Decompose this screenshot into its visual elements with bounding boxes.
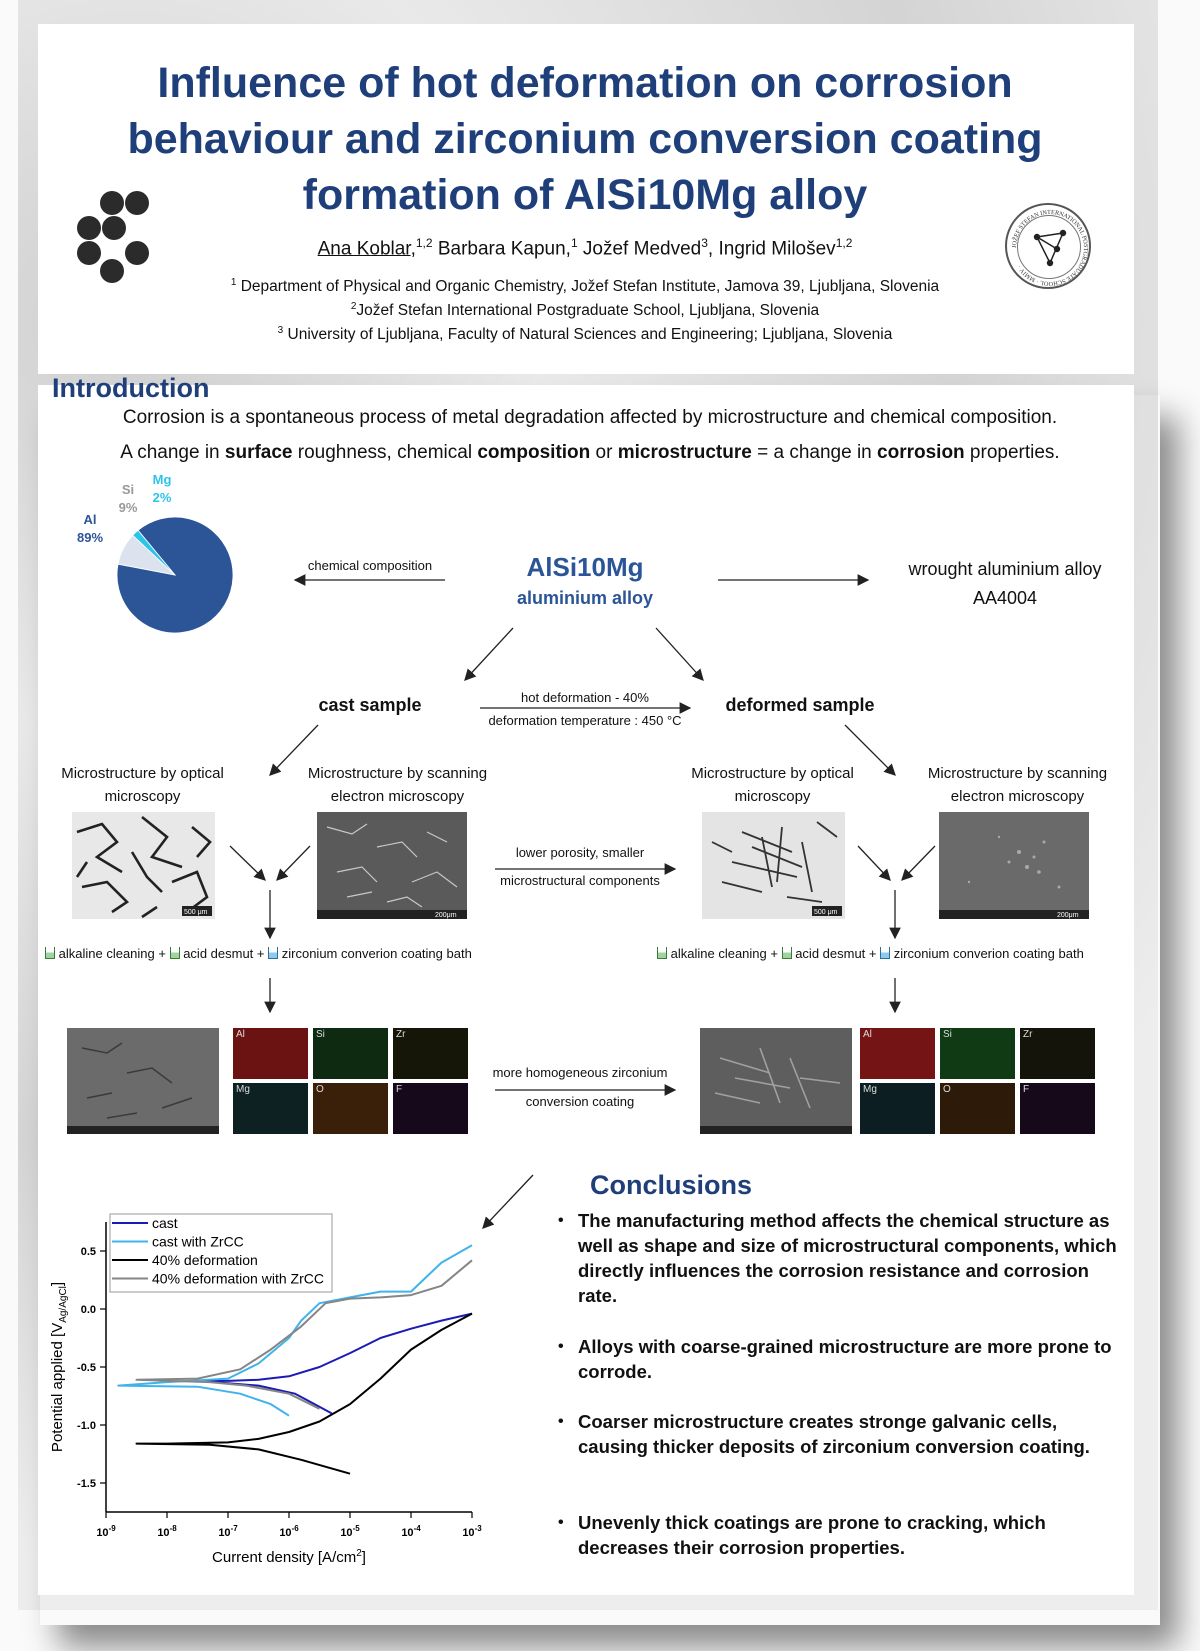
- y-tick-label: -0.5: [77, 1362, 96, 1374]
- pie-percent-label: 2%: [152, 490, 172, 505]
- author-sup: 3: [701, 236, 708, 250]
- introduction-heading: Introduction: [52, 373, 210, 403]
- bullet-icon: •: [558, 1413, 564, 1430]
- authors-line: Ana Koblar,$^{1,2}$ Barbara Kapun,$^1$ Jožef Medved$^3$, Ingrid Milošev$^{1,2}$: [317, 236, 853, 260]
- bullet-icon: •: [558, 1514, 564, 1531]
- cast-om-label-1: Microstructure by optical: [61, 765, 224, 782]
- pie-category-label: Al: [83, 512, 97, 527]
- conclusion-item: [558, 1208, 1118, 1308]
- intro-line-2-segment: composition: [477, 442, 591, 463]
- deformed-sem-micrograph: [939, 812, 1089, 919]
- pie-percent-label: 9%: [118, 500, 138, 515]
- legend-entry: cast: [152, 1215, 178, 1231]
- scale-bar-label: 200μm: [1057, 912, 1079, 919]
- edx-map-mg: Mg: [233, 1083, 308, 1134]
- step-zirconium: zirconium converion coating bath: [281, 946, 472, 961]
- step-acid: acid desmut +: [183, 946, 265, 961]
- edx-map-zr: Zr: [393, 1028, 468, 1079]
- cast-sem-label-2: electron microscopy: [330, 788, 465, 805]
- intro-line-2-segment: microstructure: [617, 442, 752, 463]
- step-acid: acid desmut +: [795, 946, 877, 961]
- intro-line-1: Corrosion is a spontaneous process of metal degradation affected by microstructure and chemical composition.: [122, 407, 1058, 428]
- seal-text: JOŽEF STEFAN INTERNATIONAL POSTGRADUATE SCHOOL · MMIV ·: [1010, 208, 1090, 288]
- wrought-label-2: AA4004: [972, 588, 1038, 608]
- series-line-40-deformation: [137, 1314, 473, 1474]
- edx-map-si: Si: [940, 1028, 1015, 1079]
- lower-porosity-label-1: lower porosity, smaller: [515, 845, 645, 860]
- conclusion-text: The manufacturing method affects the chemical structure as well as shape and size of microstructural components, which directly influences the corrosion resistance and corrosion rate.: [578, 1210, 1117, 1306]
- deformed-coated-sem: [700, 1028, 852, 1134]
- y-axis-label: Potential applied $[V_{Ag/AgCl}]$: [49, 1281, 69, 1453]
- def-om-label-2: microscopy: [734, 788, 811, 805]
- legend-entry: 40% deformation: [152, 1252, 258, 1268]
- deformation-temperature-label: deformation temperature : 450 °C: [488, 713, 682, 728]
- intro-line-2-segment: roughness, chemical: [292, 442, 478, 463]
- x-tick-label: $10^{-7}$: [218, 1524, 238, 1539]
- step-alkaline: alkaline cleaning +: [670, 946, 778, 961]
- lower-porosity-label-2: microstructural components: [500, 873, 660, 888]
- scale-bar-label: 500 μm: [184, 909, 208, 916]
- edx-map-al: Al: [860, 1028, 935, 1079]
- cast-sample-label: cast sample: [318, 695, 422, 715]
- conclusion-text: Unevenly thick coatings are prone to cracking, which decreases their corrosion properties.: [578, 1512, 1046, 1558]
- wrought-label-1: wrought aluminium alloy: [908, 559, 1102, 579]
- author-sup: 1,2: [415, 236, 433, 250]
- intro-line-2-segment: surface: [224, 442, 293, 463]
- conclusion-item: [558, 1334, 1118, 1384]
- step-zirconium: zirconium converion coating bath: [893, 946, 1084, 961]
- conclusion-item: [558, 1510, 1118, 1560]
- author-name: Barbara Kapun: [437, 238, 566, 260]
- conclusion-text: Alloys with coarse-grained microstructure are more prone to corrode.: [578, 1336, 1112, 1382]
- hot-deformation-label: hot deformation - 40%: [521, 690, 649, 705]
- affiliation-2: $^2$Jožef Stefan International Postgraduate School, Ljubljana, Slovenia: [350, 301, 820, 320]
- homogeneous-label-1: more homogeneous zirconium: [492, 1065, 668, 1080]
- pie-percent-label: 89%: [76, 530, 104, 545]
- chem-comp-label: chemical composition: [307, 558, 433, 573]
- beaker-icon: [657, 947, 667, 959]
- polarization-curve-chart: [40, 1200, 540, 1580]
- pie-category-label: Mg: [152, 472, 172, 487]
- x-tick-label: $10^{-8}$: [157, 1524, 177, 1539]
- edx-map-f: F: [393, 1083, 468, 1134]
- edx-map-mg: Mg: [860, 1083, 935, 1134]
- def-sem-label-1: Microstructure by scanning: [927, 765, 1108, 782]
- edx-map-al: Al: [233, 1028, 308, 1079]
- legend-entry: 40% deformation with ZrCC: [152, 1270, 324, 1287]
- beaker-icon: [170, 947, 180, 959]
- cast-coated-sem: [67, 1028, 219, 1134]
- y-tick-label: -1.5: [77, 1478, 96, 1490]
- x-tick-label: $10^{-4}$: [401, 1524, 421, 1539]
- edx-map-si: Si: [313, 1028, 388, 1079]
- intro-line-2-segment: A change in: [120, 442, 225, 463]
- scale-bar-label: 500 μm: [814, 909, 838, 916]
- x-tick-label: $10^{-9}$: [96, 1524, 116, 1539]
- arrow-to-cast: [465, 628, 513, 680]
- intro-line-2-segment: properties.: [964, 442, 1060, 463]
- author-sup: 1: [570, 236, 578, 250]
- author-name: Ana Koblar: [317, 238, 411, 260]
- author-name: Ingrid Milošev: [718, 238, 836, 260]
- x-tick-label: $10^{-5}$: [340, 1524, 360, 1539]
- affiliation-3: $^3$ University of Ljubljana, Faculty of Natural Sciences and Engineering; Ljubljana, Slovenia: [277, 325, 893, 344]
- beaker-icon: [45, 947, 55, 959]
- deformed-optical-micrograph: [702, 812, 845, 919]
- step-alkaline: alkaline cleaning +: [58, 946, 166, 961]
- cast-om-label-2: microscopy: [104, 788, 181, 805]
- edx-map-f: F: [1020, 1083, 1095, 1134]
- title-line-2: behaviour and zirconium conversion coating: [127, 115, 1043, 163]
- intro-line-2-segment: corrosion: [877, 442, 965, 463]
- conclusions-heading: Conclusions: [590, 1170, 753, 1200]
- beaker-icon: [782, 947, 792, 959]
- title-line-3: formation of AlSi10Mg alloy: [302, 171, 868, 219]
- bullet-icon: •: [558, 1212, 564, 1229]
- edx-map-o: O: [940, 1083, 1015, 1134]
- deformed-process-steps: [657, 946, 1084, 961]
- series-line-cast: [198, 1314, 473, 1414]
- deformed-sample-label: deformed sample: [725, 695, 875, 715]
- x-tick-label: $10^{-6}$: [279, 1524, 299, 1539]
- author-name: Jožef Medved: [582, 238, 702, 260]
- edx-map-zr: Zr: [1020, 1028, 1095, 1079]
- alloy-subtitle: aluminium alloy: [516, 588, 654, 608]
- cast-process-steps: [45, 946, 472, 961]
- conclusion-item: [558, 1409, 1118, 1459]
- legend-entry: cast with ZrCC: [152, 1233, 244, 1250]
- homogeneous-label-2: conversion coating: [525, 1094, 635, 1109]
- intro-line-2-segment: or: [590, 442, 618, 463]
- edx-map-o: O: [313, 1083, 388, 1134]
- conclusion-text: Coarser microstructure creates stronge galvanic cells, causing thicker deposits of zirconium conversion coating.: [578, 1411, 1090, 1457]
- x-axis-label: Current density $[A/cm^2]$: [212, 1548, 366, 1566]
- beaker-icon: [268, 947, 278, 959]
- cast-sem-micrograph: [317, 812, 467, 919]
- beaker-icon: [880, 947, 890, 959]
- def-sem-label-2: electron microscopy: [950, 788, 1085, 805]
- affiliation-1: $^1$ Department of Physical and Organic Chemistry, Jožef Stefan Institute, Jamova 39, Ljubljana, Slovenia: [230, 277, 940, 296]
- x-tick-label: $10^{-3}$: [462, 1524, 482, 1539]
- cast-sem-label-1: Microstructure by scanning: [307, 765, 488, 782]
- bullet-icon: •: [558, 1338, 564, 1355]
- def-om-label-1: Microstructure by optical: [691, 765, 854, 782]
- y-tick-label: -1.0: [77, 1420, 96, 1432]
- intro-line-2-segment: = a change in: [751, 442, 878, 463]
- y-tick-label: 0.5: [80, 1246, 96, 1258]
- cast-optical-micrograph: [72, 812, 215, 919]
- pie-category-label: Si: [121, 482, 135, 497]
- author-sup: 1,2: [835, 236, 853, 250]
- y-tick-label: 0.0: [80, 1304, 96, 1316]
- title-line-1: Influence of hot deformation on corrosion: [157, 59, 1013, 107]
- arrow-to-deformed: [656, 628, 703, 680]
- scale-bar-label: 200μm: [435, 912, 457, 919]
- alloy-name: AlSi10Mg: [526, 552, 644, 582]
